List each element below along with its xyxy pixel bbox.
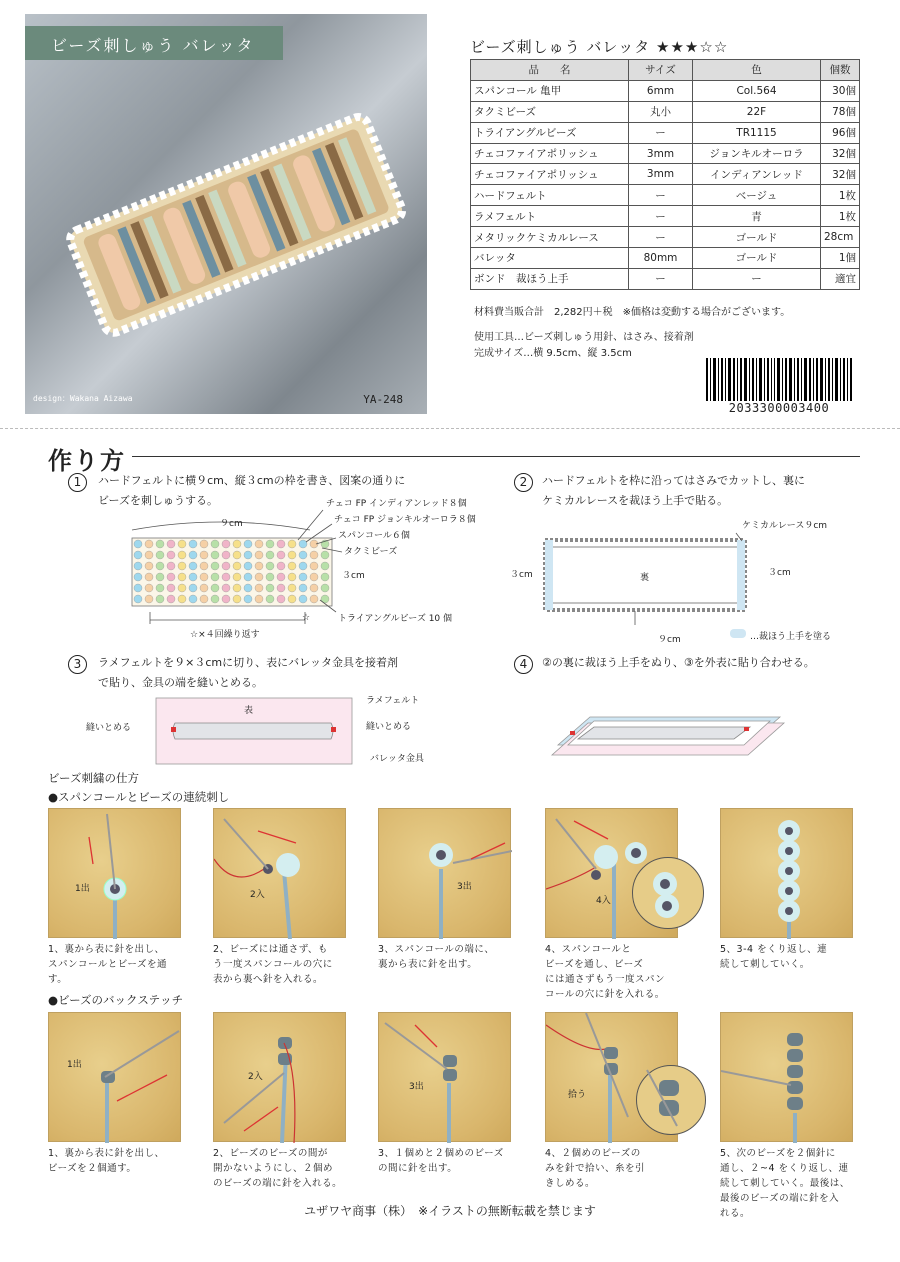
bead <box>189 562 197 570</box>
bead <box>233 573 241 581</box>
bead <box>233 540 241 548</box>
cell: ベージュ <box>693 185 821 206</box>
table-row <box>471 164 860 185</box>
bead <box>233 595 241 603</box>
cell: ー <box>629 206 693 227</box>
table-row <box>471 80 860 101</box>
cell: バレッタ <box>471 248 629 269</box>
bead <box>156 573 164 581</box>
d1-triangle: トライアングルビーズ 10 個 <box>338 614 453 624</box>
cell: 1枚 <box>821 206 860 227</box>
bead <box>299 584 307 592</box>
bead <box>277 595 285 603</box>
bead <box>222 595 230 603</box>
step-2-diagram <box>530 525 860 645</box>
step-1-text: ハードフェルトに横９cm、縦３cmの枠を書き、図案の通りに ビーズを刺しゅうする。 <box>98 474 406 507</box>
cell: タクミビーズ <box>471 101 629 122</box>
bead <box>321 573 329 581</box>
cell: 丸小 <box>629 101 693 122</box>
bead <box>255 540 263 548</box>
d2-left: ３cm <box>510 570 533 580</box>
bead <box>167 573 175 581</box>
bead <box>134 551 142 559</box>
bead <box>299 573 307 581</box>
bead <box>156 551 164 559</box>
bead <box>211 551 219 559</box>
bead <box>156 562 164 570</box>
caption-1-3: 3、スパンコールの端に、 裏から表に針を出す。 <box>378 944 495 970</box>
bead <box>200 595 208 603</box>
bead <box>200 584 208 592</box>
step-4-text: ②の裏に裁ほう上手をぬり、③を外表に貼り合わせる。 <box>542 656 815 669</box>
cell: メタリックケミカルレース <box>471 227 629 248</box>
bead <box>288 595 296 603</box>
cell: チェコファイアポリッシュ <box>471 164 629 185</box>
bead <box>233 584 241 592</box>
cell: ハードフェルト <box>471 185 629 206</box>
cell: 30個 <box>821 80 860 101</box>
stitch-subtitle-1: ●スパンコールとビーズの連続刺し <box>48 790 230 804</box>
divider <box>132 456 860 457</box>
bead <box>200 562 208 570</box>
barcode-number: 2033300003400 <box>704 401 854 415</box>
cell: TR1115 <box>693 122 821 143</box>
col-header: 色 <box>693 60 821 81</box>
bead <box>145 595 153 603</box>
table-row <box>471 101 860 122</box>
bead <box>200 551 208 559</box>
cell: ー <box>629 122 693 143</box>
bead <box>233 562 241 570</box>
tools-info <box>474 330 694 362</box>
tools-line: 使用工具…ビーズ刺しゅう用針、はさみ、接着剤 <box>474 332 694 343</box>
d3-sew-right: 縫いとめる <box>366 722 412 732</box>
cell: 適宜 <box>821 268 860 289</box>
bead <box>167 595 175 603</box>
footer-text: ユザワヤ商事（株） ※イラストの無断転載を禁じます <box>304 1204 596 1218</box>
bead <box>189 584 197 592</box>
zoom-circle <box>632 857 704 929</box>
cell: Col.564 <box>693 80 821 101</box>
cell: ジョンキルオーロラ <box>693 143 821 164</box>
cell: 青 <box>693 206 821 227</box>
d1-spangle: スパンコール６個 <box>338 531 410 541</box>
bead <box>310 562 318 570</box>
step-3-number: 3 <box>68 655 95 674</box>
step-4-diagram <box>548 705 788 765</box>
bead <box>134 573 142 581</box>
bead <box>178 562 186 570</box>
bead <box>266 551 274 559</box>
bead <box>222 551 230 559</box>
photo-2-3: 3出 <box>378 1012 511 1142</box>
d1-star: ☆ <box>302 613 311 623</box>
caption-1-2: 2、ビーズには通さず、も う一度スパンコールの穴に 表から裏へ針を入れる。 <box>213 944 333 985</box>
cell: ゴールド <box>693 248 821 269</box>
bead <box>266 573 274 581</box>
bead <box>277 573 285 581</box>
bead <box>145 540 153 548</box>
bead <box>189 573 197 581</box>
cell: ー <box>629 268 693 289</box>
photo-2-1: 1出 <box>48 1012 181 1142</box>
stitch-subtitle-2: ●ビーズのバックステッチ <box>48 993 184 1007</box>
caption-1-4: 4、スパンコールと ビーズを通し、ビーズ には通さずもう一度スパン コールの穴に針を入れる。 <box>545 944 666 1000</box>
d1-width: ９cm <box>220 519 243 529</box>
bead <box>178 573 186 581</box>
bead <box>200 573 208 581</box>
designer-credit: design：Wakana Aizawa <box>33 394 133 403</box>
bead <box>222 584 230 592</box>
table-row <box>471 122 860 143</box>
stitch-section-title: ビーズ刺繍の仕方 <box>48 771 139 785</box>
d2-center: 裏 <box>640 573 650 583</box>
bead <box>156 584 164 592</box>
bead <box>277 584 285 592</box>
cell: 96個 <box>821 122 860 143</box>
bead <box>255 573 263 581</box>
bead <box>189 551 197 559</box>
cell: ー <box>693 268 821 289</box>
photo-1-3: 3出 <box>378 808 511 938</box>
d2-right: ３cm <box>768 568 791 578</box>
cell: 80mm <box>629 248 693 269</box>
bead <box>145 562 153 570</box>
bead <box>233 551 241 559</box>
col-header: 個数 <box>821 60 860 81</box>
cell: ゴールド <box>693 227 821 248</box>
bead <box>321 562 329 570</box>
howto-title: 作り方 <box>48 447 126 475</box>
d2-bottom: ９cm <box>658 635 681 645</box>
bead <box>255 562 263 570</box>
caption-2-1: 1、裏から表に針を出し、 ビーズを２個通す。 <box>48 1148 165 1174</box>
caption-1-1: 1、裏から表に針を出し、 スパンコールとビーズを通 す。 <box>48 944 167 985</box>
d2-legend: …裁ほう上手を塗る <box>750 632 832 642</box>
cell: ー <box>629 185 693 206</box>
d1-height: ３cm <box>342 571 365 581</box>
cell: 32個 <box>821 164 860 185</box>
bead <box>145 573 153 581</box>
bead <box>310 573 318 581</box>
cell: インディアンレッド <box>693 164 821 185</box>
bead <box>178 540 186 548</box>
photo-1-4: 4入 <box>545 808 678 938</box>
bead <box>244 573 252 581</box>
cell: 28cm <box>821 227 860 248</box>
bead <box>277 551 285 559</box>
cell: スパンコール 亀甲 <box>471 80 629 101</box>
bead <box>211 584 219 592</box>
d1-takumi: タクミビーズ <box>344 547 398 557</box>
caption-2-3: 3、１個めと２個めのビーズ の間に針を出す。 <box>378 1148 504 1174</box>
bead <box>277 562 285 570</box>
step-3-diagram <box>155 697 355 767</box>
bead <box>255 551 263 559</box>
bead <box>321 584 329 592</box>
bead <box>310 551 318 559</box>
bead <box>178 584 186 592</box>
table-row <box>471 248 860 269</box>
bead <box>288 584 296 592</box>
bead <box>244 551 252 559</box>
bead <box>167 540 175 548</box>
bead <box>277 540 285 548</box>
product-code: YA-248 <box>363 393 403 406</box>
bead <box>266 595 274 603</box>
bead <box>244 562 252 570</box>
d3-top: 表 <box>244 706 254 716</box>
cell: 6mm <box>629 80 693 101</box>
bead <box>244 595 252 603</box>
col-header: サイズ <box>629 60 693 81</box>
bead <box>310 595 318 603</box>
bead <box>255 595 263 603</box>
cell: 3mm <box>629 164 693 185</box>
d1-fp-yellow: チェコ FP ジョンキルオーロラ８個 <box>334 515 476 525</box>
bead <box>299 540 307 548</box>
step-3-text: ラメフェルトを９×３cmに切り、表にバレッタ金具を接着剤 で貼り、金具の端を縫いとめる。 <box>98 656 398 689</box>
bead <box>266 562 274 570</box>
materials-table <box>470 59 860 290</box>
photo-2-2: 2入 <box>213 1012 346 1142</box>
step-2-text: ハードフェルトを枠に沿ってはさみでカットし、裏に ケミカルレースを裁ほう上手で貼る。 <box>542 474 806 507</box>
photo-1-5 <box>720 808 853 938</box>
cell: トライアングルビーズ <box>471 122 629 143</box>
bead <box>134 595 142 603</box>
table-row <box>471 143 860 164</box>
bead <box>134 584 142 592</box>
size-line: 完成サイズ…横 9.5cm、縦 3.5cm <box>474 348 632 359</box>
cell: ー <box>629 227 693 248</box>
photo-2-5 <box>720 1012 853 1142</box>
d1-fp-red: チェコ FP インディアンレッド８個 <box>326 499 467 509</box>
bead <box>288 551 296 559</box>
bead <box>321 551 329 559</box>
photo-1-1: 1出 <box>48 808 181 938</box>
col-header: 品 名 <box>471 60 629 81</box>
bead <box>288 562 296 570</box>
bead <box>211 595 219 603</box>
bead <box>211 562 219 570</box>
table-row <box>471 227 860 248</box>
d2-lace: ケミカルレース９cm <box>742 521 828 531</box>
bead <box>134 540 142 548</box>
cell: チェコファイアポリッシュ <box>471 143 629 164</box>
barrette-image <box>25 14 427 414</box>
bead <box>266 584 274 592</box>
bead <box>299 551 307 559</box>
bead <box>255 584 263 592</box>
d3-felt: ラメフェルト <box>366 696 420 706</box>
bead <box>222 562 230 570</box>
bead <box>145 584 153 592</box>
bead <box>222 540 230 548</box>
cell: 32個 <box>821 143 860 164</box>
product-photo <box>25 14 427 414</box>
hero-title: ビーズ刺しゅう バレッタ <box>25 26 283 60</box>
step-2-number: 2 <box>514 473 541 492</box>
bead <box>200 540 208 548</box>
cell: 1個 <box>821 248 860 269</box>
photo-1-2: 2入 <box>213 808 346 938</box>
bead <box>167 584 175 592</box>
caption-2-5: 5、次のビーズを２個針に 通し、２~4 をくり返し、連 続して刺していく。最後は、 最後のビーズの端に針を入 れる。 <box>720 1148 850 1219</box>
bead <box>178 551 186 559</box>
bead <box>299 562 307 570</box>
cell: 1枚 <box>821 185 860 206</box>
step-4-number: 4 <box>514 655 541 674</box>
bead <box>211 573 219 581</box>
cell: ラメフェルト <box>471 206 629 227</box>
bead <box>189 540 197 548</box>
divider <box>0 428 900 429</box>
photo-2-4: 拾う <box>545 1012 678 1142</box>
price-note: 材料費当販合計 2,282円＋税 ※価格は変動する場合がございます。 <box>474 307 791 318</box>
caption-2-2: 2、ビーズのビーズの間が 開かないようにし、２個め のビーズの端に針を入れる。 <box>213 1148 343 1189</box>
bead <box>222 573 230 581</box>
bead <box>189 595 197 603</box>
bead <box>178 595 186 603</box>
bead <box>211 540 219 548</box>
product-title: ビーズ刺しゅう バレッタ ★★★☆☆ <box>470 38 729 56</box>
bead <box>244 540 252 548</box>
bead <box>266 540 274 548</box>
table-row <box>471 206 860 227</box>
d3-clip: バレッタ金具 <box>370 754 424 764</box>
step-1-number: 1 <box>68 473 95 492</box>
cell: ボンド 裁ほう上手 <box>471 268 629 289</box>
caption-1-5: 5、3-4 をくり返し、連 続して刺していく。 <box>720 944 828 970</box>
bead <box>145 551 153 559</box>
d3-sew-left: 縫いとめる <box>86 723 132 733</box>
bead <box>244 584 252 592</box>
caption-2-4: 4、２個めのビーズの みを針で拾い、糸を引 きしめる。 <box>545 1148 646 1189</box>
cell: 78個 <box>821 101 860 122</box>
zoom-circle <box>636 1065 706 1135</box>
cell: 22F <box>693 101 821 122</box>
cell: 3mm <box>629 143 693 164</box>
table-row <box>471 268 860 289</box>
bead <box>156 540 164 548</box>
bead <box>288 540 296 548</box>
bead <box>167 551 175 559</box>
bead <box>134 562 142 570</box>
bead <box>299 595 307 603</box>
bead <box>167 562 175 570</box>
table-row <box>471 185 860 206</box>
bead <box>288 573 296 581</box>
bead <box>310 584 318 592</box>
bead <box>156 595 164 603</box>
d1-repeat: ☆×４回繰り返す <box>190 630 260 640</box>
